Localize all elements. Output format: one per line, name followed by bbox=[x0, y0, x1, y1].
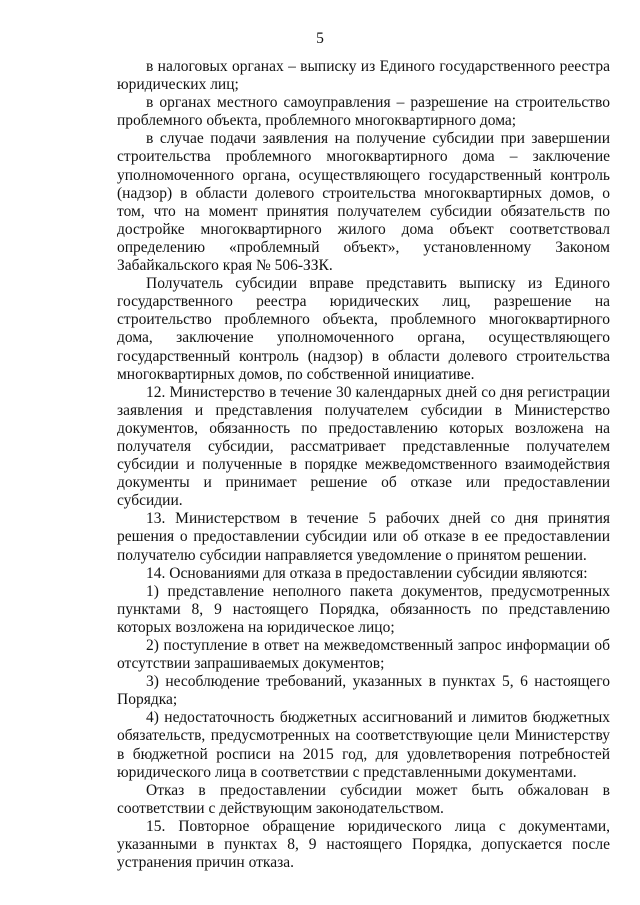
paragraph-item-15: 15. Повторное обращение юридического лица с документами, указанными в пунктах 8, 9 настоящего Порядка, допускается после устранения причин отказа. bbox=[117, 817, 610, 872]
paragraph-reason-1: 1) представление неполного пакета документов, предусмотренных пунктами 8, 9 настоящего Порядка, обязанность по представлению которых возложена на юридическое лицо; bbox=[117, 582, 610, 636]
paragraph-reason-4: 4) недостаточность бюджетных ассигнований и лимитов бюджетных обязательств, предусмотренных на соответствующие цели Министерству в бюджетной росписи на 2015 год, для удовлетворения потребностей юридического лица в соответствии с представленными документами. bbox=[117, 709, 610, 781]
paragraph-tax-extract: в налоговых органах – выписку из Единого государственного реестра юридических лиц; bbox=[117, 58, 610, 94]
paragraph-item-14: 14. Основаниями для отказа в предоставлении субсидии являются: bbox=[146, 564, 588, 582]
document-body bbox=[117, 58, 610, 872]
paragraph-item-13: 13. Министерством в течение 5 рабочих дней со дня принятия решения о предоставлении субсидии или об отказе в ее предоставлении получателю субсидии направляется уведомление о принятом решении. bbox=[117, 510, 610, 564]
paragraph-reason-2: 2) поступление в ответ на межведомственный запрос информации об отсутствии запрашиваемых документов; bbox=[117, 637, 610, 673]
paragraph-item-12: 12. Министерство в течение 30 календарных дней со дня регистрации заявления и представления получателем субсидии в Министерство документов, обязанность по предоставлению которых возложена на получателя субсидии, рассматривает представленные получателем субсидии и полученные в порядке межведомственного взаимодействия документы и принимает решение об отказе или предоставлении субсидии. bbox=[117, 383, 610, 510]
page-number: 5 bbox=[316, 30, 324, 47]
paragraph-appeal: Отказ в предоставлении субсидии может быть обжалован в соответствии с действующим законодательством. bbox=[117, 781, 610, 817]
paragraph-conclusion: в случае подачи заявления на получение субсидии при завершении строительства проблемного многоквартирного дома – заключение уполномоченного органа, осуществляющего государственный контроль (надзор) в области долевого строительства многоквартирных домов, о том, что на момент принятия получателем субсидии обязательств по достройке многоквартирного жилого дома объект соответствовал определению «проблемный объект», установленному Законом Забайкальского края № 506-ЗЗК. bbox=[117, 130, 610, 275]
paragraph-reason-3: 3) несоблюдение требований, указанных в пунктах 5, 6 настоящего Порядка; bbox=[117, 673, 610, 709]
paragraph-own-initiative: Получатель субсидии вправе представить выписку из Единого государственного реестра юридических лиц, разрешение на строительство проблемного объекта, проблемного многоквартирного дома, заключение уполномоченного органа, осуществляющего государственный контроль (надзор) в области долевого строительства многоквартирных домов, по собственной инициативе. bbox=[117, 275, 610, 383]
paragraph-local-permit: в органах местного самоуправления – разрешение на строительство проблемного объекта, проблемного многоквартирного дома; bbox=[117, 94, 610, 130]
